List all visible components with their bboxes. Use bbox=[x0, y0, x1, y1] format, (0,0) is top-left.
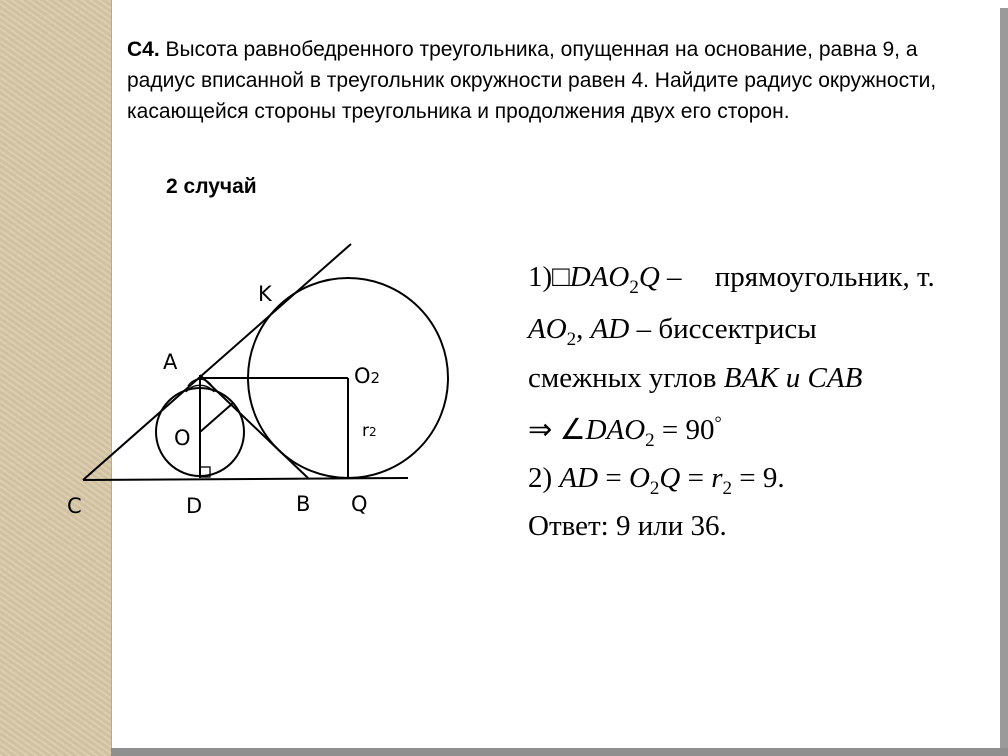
label-o: O bbox=[174, 426, 191, 450]
step1-name-b: Q bbox=[638, 261, 660, 293]
step1d-angle-sub: 2 bbox=[645, 429, 655, 451]
label-d: D bbox=[186, 494, 203, 518]
step1b-a1-sub: 2 bbox=[566, 328, 577, 350]
solution-step-1c bbox=[528, 362, 862, 395]
step2-b2: Q bbox=[659, 462, 681, 494]
step2-c-sub: 2 bbox=[722, 477, 733, 499]
step1-word: прямоугольник, т. bbox=[714, 261, 935, 293]
step1-name-sub: 2 bbox=[629, 276, 639, 298]
solution-answer: Ответ: 9 или 36. bbox=[528, 510, 727, 542]
step1b-a2: AD bbox=[590, 313, 630, 345]
label-k: K bbox=[258, 282, 272, 306]
step2-eq2: = bbox=[687, 462, 704, 494]
problem-text: Высота равнобедренного треугольника, опущенная на основание, равна 9, а радиус вписанной в треугольник окружности равен 4. Найдите радиус окружности, касающейся стороны треугольника и продолжения двух его сторон. bbox=[127, 38, 937, 123]
step2-b: O bbox=[628, 462, 650, 494]
label-r2: r2 bbox=[362, 421, 377, 441]
step1d-angle: DAO bbox=[585, 414, 646, 446]
step2-result: = 9. bbox=[739, 462, 785, 494]
step1b-a1: AO bbox=[528, 313, 567, 345]
step1b-word: биссектрисы bbox=[658, 313, 817, 345]
degree-icon: ° bbox=[714, 412, 722, 433]
solution-step-1 bbox=[528, 261, 935, 299]
label-c: C bbox=[67, 494, 82, 518]
solution-step-2 bbox=[528, 462, 785, 500]
label-o2: O2 bbox=[354, 364, 381, 388]
label-b: B bbox=[296, 492, 311, 516]
step2-c: r bbox=[711, 462, 723, 494]
implies-arrow-icon: ⇒ bbox=[528, 414, 553, 446]
label-q: Q bbox=[351, 492, 368, 516]
case-title: 2 случай bbox=[166, 175, 257, 198]
step1-name-a: DAO bbox=[569, 261, 630, 293]
step1b-sep: , bbox=[576, 313, 591, 345]
angle-icon: ∠ bbox=[559, 414, 586, 446]
label-a: A bbox=[163, 350, 178, 374]
step1d-eq: = 90 bbox=[661, 414, 715, 446]
problem-number: С4. bbox=[127, 38, 160, 61]
line-o-tangent bbox=[200, 403, 233, 432]
step1-prefix: 1) bbox=[528, 261, 553, 293]
step1c-text: смежных углов bbox=[528, 362, 717, 394]
step1c-angles: BAK и CAB bbox=[723, 362, 863, 394]
step2-b-sub: 2 bbox=[649, 477, 660, 499]
step2-prefix: 2) bbox=[528, 462, 553, 494]
step1b-dash: – bbox=[636, 313, 652, 345]
solution-step-1b bbox=[528, 313, 817, 351]
line-ck bbox=[83, 244, 351, 480]
solution-step-1d bbox=[528, 412, 722, 452]
step2-a: AD bbox=[559, 462, 599, 494]
step1-dash: – bbox=[667, 261, 682, 293]
missing-glyph-icon: □ bbox=[552, 261, 570, 293]
step2-eq1: = bbox=[605, 462, 622, 494]
